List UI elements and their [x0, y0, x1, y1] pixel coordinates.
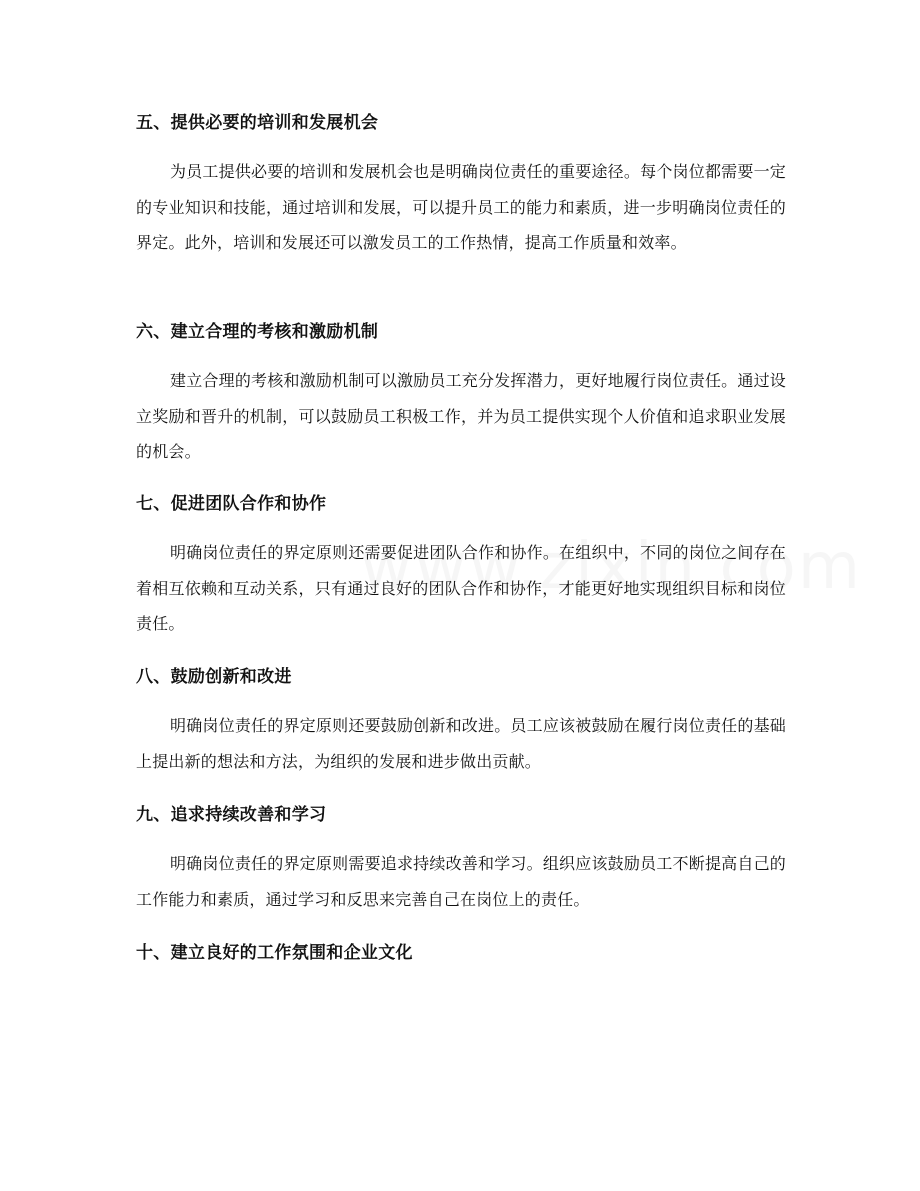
section-body-5: 为员工提供必要的培训和发展机会也是明确岗位责任的重要途径。每个岗位都需要一定的专业知识和技能，通过培训和发展，可以提升员工的能力和素质，进一步明确岗位责任的界定。此外，培训和发展还可以激发员工的工作热情，提高工作质量和效率。: [136, 162, 786, 252]
section-heading-5: 五、提供必要的培训和发展机会: [136, 113, 379, 133]
section-body-7: 明确岗位责任的界定原则还需要促进团队合作和协作。在组织中，不同的岗位之间存在着相互依赖和互动关系，只有通过良好的团队合作和协作，才能更好地实现组织目标和岗位责任。: [136, 543, 786, 633]
section-heading-10: 十、建立良好的工作氛围和企业文化: [136, 943, 413, 963]
section-heading-6: 六、建立合理的考核和激励机制: [136, 322, 379, 342]
section-heading-8: 八、鼓励创新和改进: [136, 667, 292, 687]
section-body-6: 建立合理的考核和激励机制可以激励员工充分发挥潜力，更好地履行岗位责任。通过设立奖励和晋升的机制，可以鼓励员工积极工作，并为员工提供实现个人价值和追求职业发展的机会。: [136, 371, 786, 461]
section-body-8: 明确岗位责任的界定原则还要鼓励创新和改进。员工应该被鼓励在履行岗位责任的基础上提出新的想法和方法，为组织的发展和进步做出贡献。: [136, 716, 786, 771]
section-heading-9: 九、追求持续改善和学习: [136, 805, 327, 825]
section-body-9: 明确岗位责任的界定原则需要追求持续改善和学习。组织应该鼓励员工不断提高自己的工作能力和素质，通过学习和反思来完善自己在岗位上的责任。: [136, 854, 786, 909]
section-heading-7: 七、促进团队合作和协作: [136, 494, 327, 514]
